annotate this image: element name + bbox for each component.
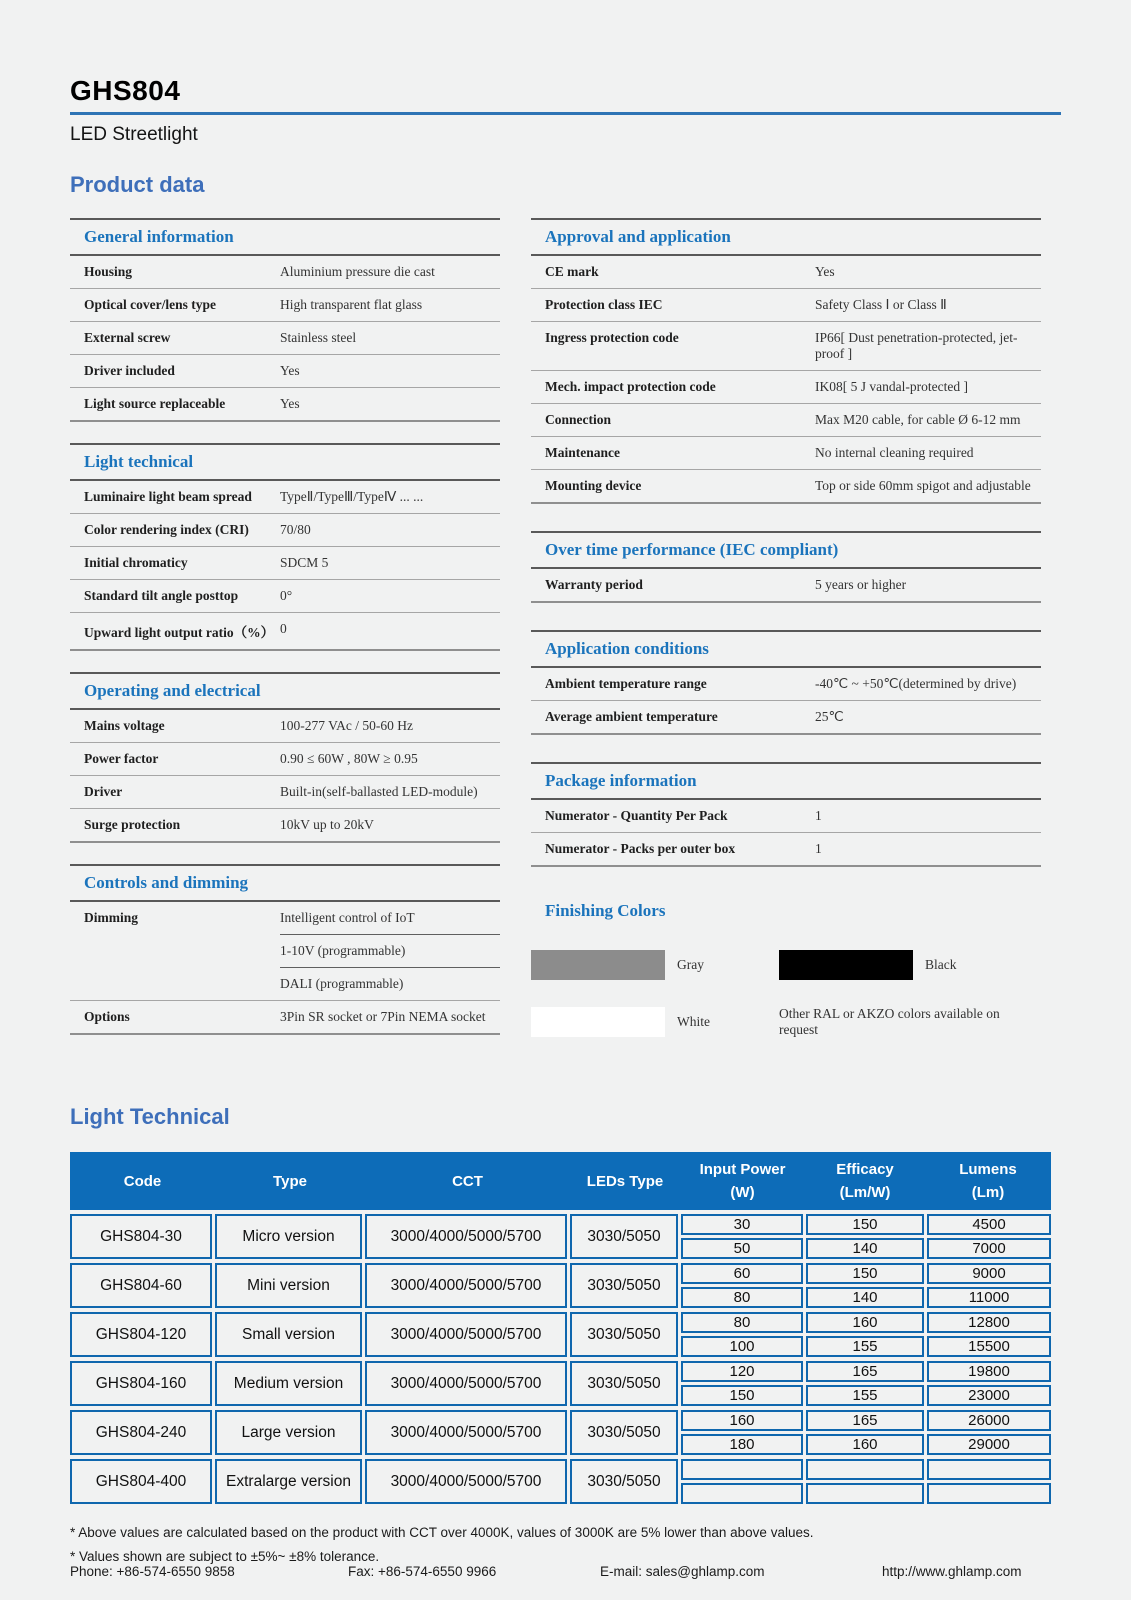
- footer-email: E-mail: sales@ghlamp.com: [600, 1564, 765, 1579]
- cell-lumens: [927, 1459, 1051, 1480]
- spec-label: Numerator - Quantity Per Pack: [545, 808, 728, 823]
- section-package-information: [531, 762, 1041, 867]
- cell-lumens: 4500: [927, 1214, 1051, 1235]
- swatch-grid: [531, 950, 1041, 1038]
- spec-values: [280, 743, 500, 775]
- spec-values: [815, 322, 1041, 370]
- table-body: [70, 1214, 1051, 1504]
- spec-values: [815, 437, 1041, 469]
- page-title: GHS804: [70, 75, 1061, 115]
- spec-row: [531, 256, 1041, 288]
- spec-label: Dimming: [84, 910, 138, 925]
- cell-efficacy: [806, 1459, 924, 1480]
- section-controls-dimming: [70, 864, 500, 1035]
- spec-values: [815, 833, 1041, 865]
- spec-value: High transparent flat glass: [280, 297, 423, 312]
- cell-input-power: 60: [681, 1263, 803, 1284]
- spec-value: 100-277 VAc / 50-60 Hz: [280, 718, 413, 733]
- spec-label: Color rendering index (CRI): [84, 522, 249, 537]
- spec-value: Intelligent control of IoT: [280, 902, 500, 935]
- cell-input-power: 180: [681, 1434, 803, 1455]
- spec-row: [70, 256, 500, 288]
- cell-input-power: 100: [681, 1336, 803, 1357]
- spec-label: Driver included: [84, 363, 175, 378]
- spec-value: 0: [280, 621, 287, 636]
- cell-code: GHS804-60: [70, 1263, 212, 1308]
- cell-lumens: 29000: [927, 1434, 1051, 1455]
- spec-row: [70, 354, 500, 387]
- cell-input-power: 50: [681, 1238, 803, 1259]
- table-row: [70, 1312, 1051, 1357]
- table-row: [70, 1214, 1051, 1259]
- spec-label: Luminaire light beam spread: [84, 489, 252, 504]
- spec-row: [70, 775, 500, 808]
- swatch-label: Black: [925, 957, 957, 972]
- cell-efficacy: 155: [806, 1385, 924, 1406]
- spec-label: Maintenance: [545, 445, 620, 460]
- cell-efficacy: 140: [806, 1287, 924, 1308]
- cell-lumens: 11000: [927, 1287, 1051, 1308]
- table-row: [70, 1263, 1051, 1308]
- cell-code: GHS804-400: [70, 1459, 212, 1504]
- cell-efficacy: 140: [806, 1238, 924, 1259]
- spec-values: [815, 701, 1041, 733]
- spec-value: Built-in(self-ballasted LED-module): [280, 784, 478, 799]
- spec-row: [70, 481, 500, 513]
- cell-cct: 3000/4000/5000/5700: [365, 1312, 567, 1357]
- spec-column-right: [531, 218, 1041, 1056]
- spec-row: [531, 800, 1041, 832]
- cell-cct: 3000/4000/5000/5700: [365, 1263, 567, 1308]
- spec-label: Upward light output ratio（%）: [84, 625, 275, 640]
- table-row: [70, 1459, 1051, 1504]
- spec-value: No internal cleaning required: [815, 445, 974, 460]
- spec-label: External screw: [84, 330, 171, 345]
- spec-row: [531, 321, 1041, 370]
- cell-leds-type: 3030/5050: [570, 1312, 678, 1357]
- spec-row: [531, 288, 1041, 321]
- spec-values: [815, 569, 1041, 601]
- spec-value: 0°: [280, 588, 293, 603]
- spec-values: [280, 355, 500, 387]
- table-header-cell: Type: [273, 1172, 307, 1190]
- swatch-white: [531, 1007, 779, 1037]
- spec-values: [280, 809, 500, 841]
- black-color-swatch: [779, 950, 913, 980]
- spec-row: [70, 710, 500, 742]
- spec-row: [70, 513, 500, 546]
- header-line2: (Lm): [971, 1184, 1005, 1201]
- spec-label: Numerator - Packs per outer box: [545, 841, 736, 856]
- spec-row: [70, 288, 500, 321]
- spec-row: [531, 436, 1041, 469]
- spec-label: Mains voltage: [84, 718, 165, 733]
- finishing-colors-heading: Finishing Colors: [545, 901, 666, 920]
- spec-value: 10kV up to 20kV: [280, 817, 374, 832]
- section-title: Controls and dimming: [70, 864, 500, 902]
- section-operating-electrical: [70, 672, 500, 843]
- cell-input-power: 80: [681, 1312, 803, 1333]
- spec-value: Max M20 cable, for cable Ø 6-12 mm: [815, 412, 1021, 427]
- section-general-information: [70, 218, 500, 422]
- cell-lumens: 7000: [927, 1238, 1051, 1259]
- cell-lumens: 15500: [927, 1336, 1051, 1357]
- header-line1: Lumens: [959, 1160, 1017, 1178]
- cell-input-power: [681, 1459, 803, 1480]
- cell-cct: 3000/4000/5000/5700: [365, 1214, 567, 1259]
- spec-values: [815, 289, 1041, 321]
- spec-row: [531, 668, 1041, 700]
- spec-row: [70, 612, 500, 649]
- cell-lumens: 12800: [927, 1312, 1051, 1333]
- cell-code: GHS804-240: [70, 1410, 212, 1455]
- section-title: Over time performance (IEC compliant): [531, 531, 1041, 569]
- cell-type: Small version: [215, 1312, 362, 1357]
- section-application-conditions: [531, 630, 1041, 735]
- spec-label: Mounting device: [545, 478, 642, 493]
- spec-values: [815, 404, 1041, 436]
- finishing-colors-section: [531, 894, 1041, 1038]
- spec-label: Protection class IEC: [545, 297, 663, 312]
- spec-values: [280, 776, 500, 808]
- section-title: Application conditions: [531, 630, 1041, 668]
- swatch-gray: [531, 950, 779, 980]
- spec-label: Ingress protection code: [545, 330, 679, 345]
- cell-input-power: 30: [681, 1214, 803, 1235]
- spec-value: Yes: [815, 264, 835, 279]
- spec-value: TypeⅡ/TypeⅢ/TypeⅣ ... ...: [280, 489, 424, 504]
- product-data-heading: Product data: [70, 172, 205, 197]
- cell-lumens: [927, 1483, 1051, 1504]
- spec-values: [280, 514, 500, 546]
- cell-cct: 3000/4000/5000/5700: [365, 1410, 567, 1455]
- cell-lumens: 23000: [927, 1385, 1051, 1406]
- spec-label: Ambient temperature range: [545, 676, 707, 691]
- light-technical-table: [70, 1152, 1051, 1504]
- spec-label: Mech. impact protection code: [545, 379, 716, 394]
- spec-row: [70, 321, 500, 354]
- cell-leds-type: 3030/5050: [570, 1459, 678, 1504]
- spec-values: [815, 668, 1041, 700]
- header-line1: Efficacy: [836, 1160, 894, 1178]
- cell-input-power: 160: [681, 1410, 803, 1431]
- table-header-cell: LEDs Type: [586, 1172, 664, 1190]
- cell-lumens: 19800: [927, 1361, 1051, 1382]
- spec-values: [280, 289, 500, 321]
- footer-website: http://www.ghlamp.com: [882, 1564, 1022, 1579]
- cell-code: GHS804-30: [70, 1214, 212, 1259]
- section-approval-application: [531, 218, 1041, 504]
- footer: [70, 1564, 1061, 1579]
- cell-type: Large version: [215, 1410, 362, 1455]
- table-header-row: [70, 1152, 1051, 1210]
- spec-label: Initial chromaticy: [84, 555, 188, 570]
- spec-row: [531, 700, 1041, 733]
- spec-value: Stainless steel: [280, 330, 357, 345]
- cell-input-power: 80: [681, 1287, 803, 1308]
- spec-label: Optical cover/lens type: [84, 297, 216, 312]
- spec-label: Average ambient temperature: [545, 709, 718, 724]
- cell-code: GHS804-160: [70, 1361, 212, 1406]
- spec-values: [280, 710, 500, 742]
- footnote: * Values shown are subject to ±5%~ ±8% tolerance.: [70, 1549, 380, 1564]
- footer-phone: Phone: +86-574-6550 9858: [70, 1564, 235, 1579]
- cell-leds-type: 3030/5050: [570, 1361, 678, 1406]
- spec-label: Driver: [84, 784, 123, 799]
- table-row: [70, 1410, 1051, 1455]
- spec-row: [70, 1000, 500, 1033]
- table-header-cell: Code: [123, 1172, 162, 1190]
- spec-value: Safety Class Ⅰ or Class Ⅱ: [815, 297, 947, 312]
- other-colors-note: Other RAL or AKZO colors available on request: [779, 1006, 1000, 1037]
- table-header-cell: [700, 1158, 786, 1205]
- spec-row: [70, 808, 500, 841]
- light-technical-heading: Light Technical: [70, 1104, 230, 1129]
- spec-value: 5 years or higher: [815, 577, 907, 592]
- spec-row: [531, 403, 1041, 436]
- swatch-label: Gray: [677, 957, 704, 972]
- spec-value: IK08[ 5 J vandal-protected ]: [815, 379, 968, 394]
- cell-type: Mini version: [215, 1263, 362, 1308]
- spec-column-left: [70, 218, 500, 1056]
- cell-efficacy: 150: [806, 1263, 924, 1284]
- spec-label: Surge protection: [84, 817, 181, 832]
- table-header-cell: [836, 1158, 894, 1205]
- cell-lumens: 26000: [927, 1410, 1051, 1431]
- cell-efficacy: 150: [806, 1214, 924, 1235]
- spec-label: CE mark: [545, 264, 599, 279]
- spec-row: [531, 469, 1041, 502]
- spec-row: [70, 579, 500, 612]
- spec-values: [280, 547, 500, 579]
- cell-efficacy: 165: [806, 1410, 924, 1431]
- section-light-technical: [70, 443, 500, 651]
- section-over-time-performance: [531, 531, 1041, 603]
- spec-value: 1: [815, 841, 822, 856]
- cell-lumens: 9000: [927, 1263, 1051, 1284]
- section-title: Operating and electrical: [70, 672, 500, 710]
- spec-row: [70, 742, 500, 775]
- spec-label: Housing: [84, 264, 133, 279]
- cell-cct: 3000/4000/5000/5700: [365, 1361, 567, 1406]
- spec-value: Top or side 60mm spigot and adjustable: [815, 478, 1031, 493]
- page-subtitle: LED Streetlight: [70, 124, 198, 145]
- footnote: * Above values are calculated based on the product with CCT over 4000K, values of 3000K are 5% lower than above values.: [70, 1525, 814, 1540]
- cell-efficacy: [806, 1483, 924, 1504]
- header-line2: (Lm/W): [839, 1184, 891, 1201]
- cell-cct: 3000/4000/5000/5700: [365, 1459, 567, 1504]
- spec-values: [280, 388, 500, 420]
- swatch-black: [779, 950, 1041, 980]
- white-color-swatch: [531, 1007, 665, 1037]
- spec-values: [280, 613, 500, 649]
- spec-label: Warranty period: [545, 577, 643, 592]
- spec-value: 0.90 ≤ 60W , 80W ≥ 0.95: [280, 751, 418, 766]
- cell-type: Micro version: [215, 1214, 362, 1259]
- table-header-cell: [959, 1158, 1017, 1205]
- cell-leds-type: 3030/5050: [570, 1214, 678, 1259]
- cell-efficacy: 160: [806, 1434, 924, 1455]
- spec-value: 1: [815, 808, 822, 823]
- spec-value: -40℃ ~ +50℃(determined by drive): [815, 676, 1017, 691]
- cell-type: Extralarge version: [215, 1459, 362, 1504]
- spec-row: [70, 546, 500, 579]
- spec-value: 70/80: [280, 522, 311, 537]
- spec-label: Connection: [545, 412, 612, 427]
- spec-row: [70, 387, 500, 420]
- table-header-cell: CCT: [452, 1172, 483, 1190]
- table-row: [70, 1361, 1051, 1406]
- footnotes: [70, 1516, 1061, 1564]
- spec-value: SDCM 5: [280, 555, 329, 570]
- gray-color-swatch: [531, 950, 665, 980]
- header-line1: Input Power: [699, 1160, 786, 1178]
- section-title: Light technical: [70, 443, 500, 481]
- cell-input-power: [681, 1483, 803, 1504]
- swatch-label: White: [677, 1014, 710, 1029]
- spec-values: [280, 580, 500, 612]
- section-title: Package information: [531, 762, 1041, 800]
- footer-fax: Fax: +86-574-6550 9966: [348, 1564, 497, 1579]
- spec-values: [280, 481, 500, 513]
- header-line2: (W): [730, 1184, 755, 1201]
- cell-type: Medium version: [215, 1361, 362, 1406]
- section-title: Approval and application: [531, 218, 1041, 256]
- spec-row: [531, 569, 1041, 601]
- spec-values: [815, 256, 1041, 288]
- spec-value: 1-10V (programmable): [280, 935, 500, 968]
- cell-leds-type: 3030/5050: [570, 1410, 678, 1455]
- spec-label: Power factor: [84, 751, 159, 766]
- spec-row: [531, 832, 1041, 865]
- spec-value: IP66[ Dust penetration-protected, jet-proof ]: [815, 330, 1018, 361]
- cell-leds-type: 3030/5050: [570, 1263, 678, 1308]
- spec-value: 25℃: [815, 709, 844, 724]
- spec-values: [815, 800, 1041, 832]
- spec-values: [280, 1001, 500, 1033]
- section-title: General information: [70, 218, 500, 256]
- spec-values: [815, 470, 1041, 502]
- spec-value: 3Pin SR socket or 7Pin NEMA socket: [280, 1009, 486, 1024]
- cell-code: GHS804-120: [70, 1312, 212, 1357]
- spec-value: Yes: [280, 396, 300, 411]
- spec-value: DALI (programmable): [280, 976, 404, 991]
- cell-efficacy: 165: [806, 1361, 924, 1382]
- spec-label: Standard tilt angle posttop: [84, 588, 239, 603]
- spec-values: [280, 256, 500, 288]
- spec-columns: [70, 218, 1061, 1056]
- spec-row: [70, 902, 500, 1000]
- cell-efficacy: 160: [806, 1312, 924, 1333]
- spec-values: [280, 902, 500, 1000]
- spec-label: Options: [84, 1009, 130, 1024]
- spec-values: [280, 322, 500, 354]
- spec-values: [815, 371, 1041, 403]
- spec-value: Aluminium pressure die cast: [280, 264, 435, 279]
- spec-row: [531, 370, 1041, 403]
- cell-input-power: 120: [681, 1361, 803, 1382]
- spec-value: Yes: [280, 363, 300, 378]
- cell-efficacy: 155: [806, 1336, 924, 1357]
- cell-input-power: 150: [681, 1385, 803, 1406]
- spec-label: Light source replaceable: [84, 396, 226, 411]
